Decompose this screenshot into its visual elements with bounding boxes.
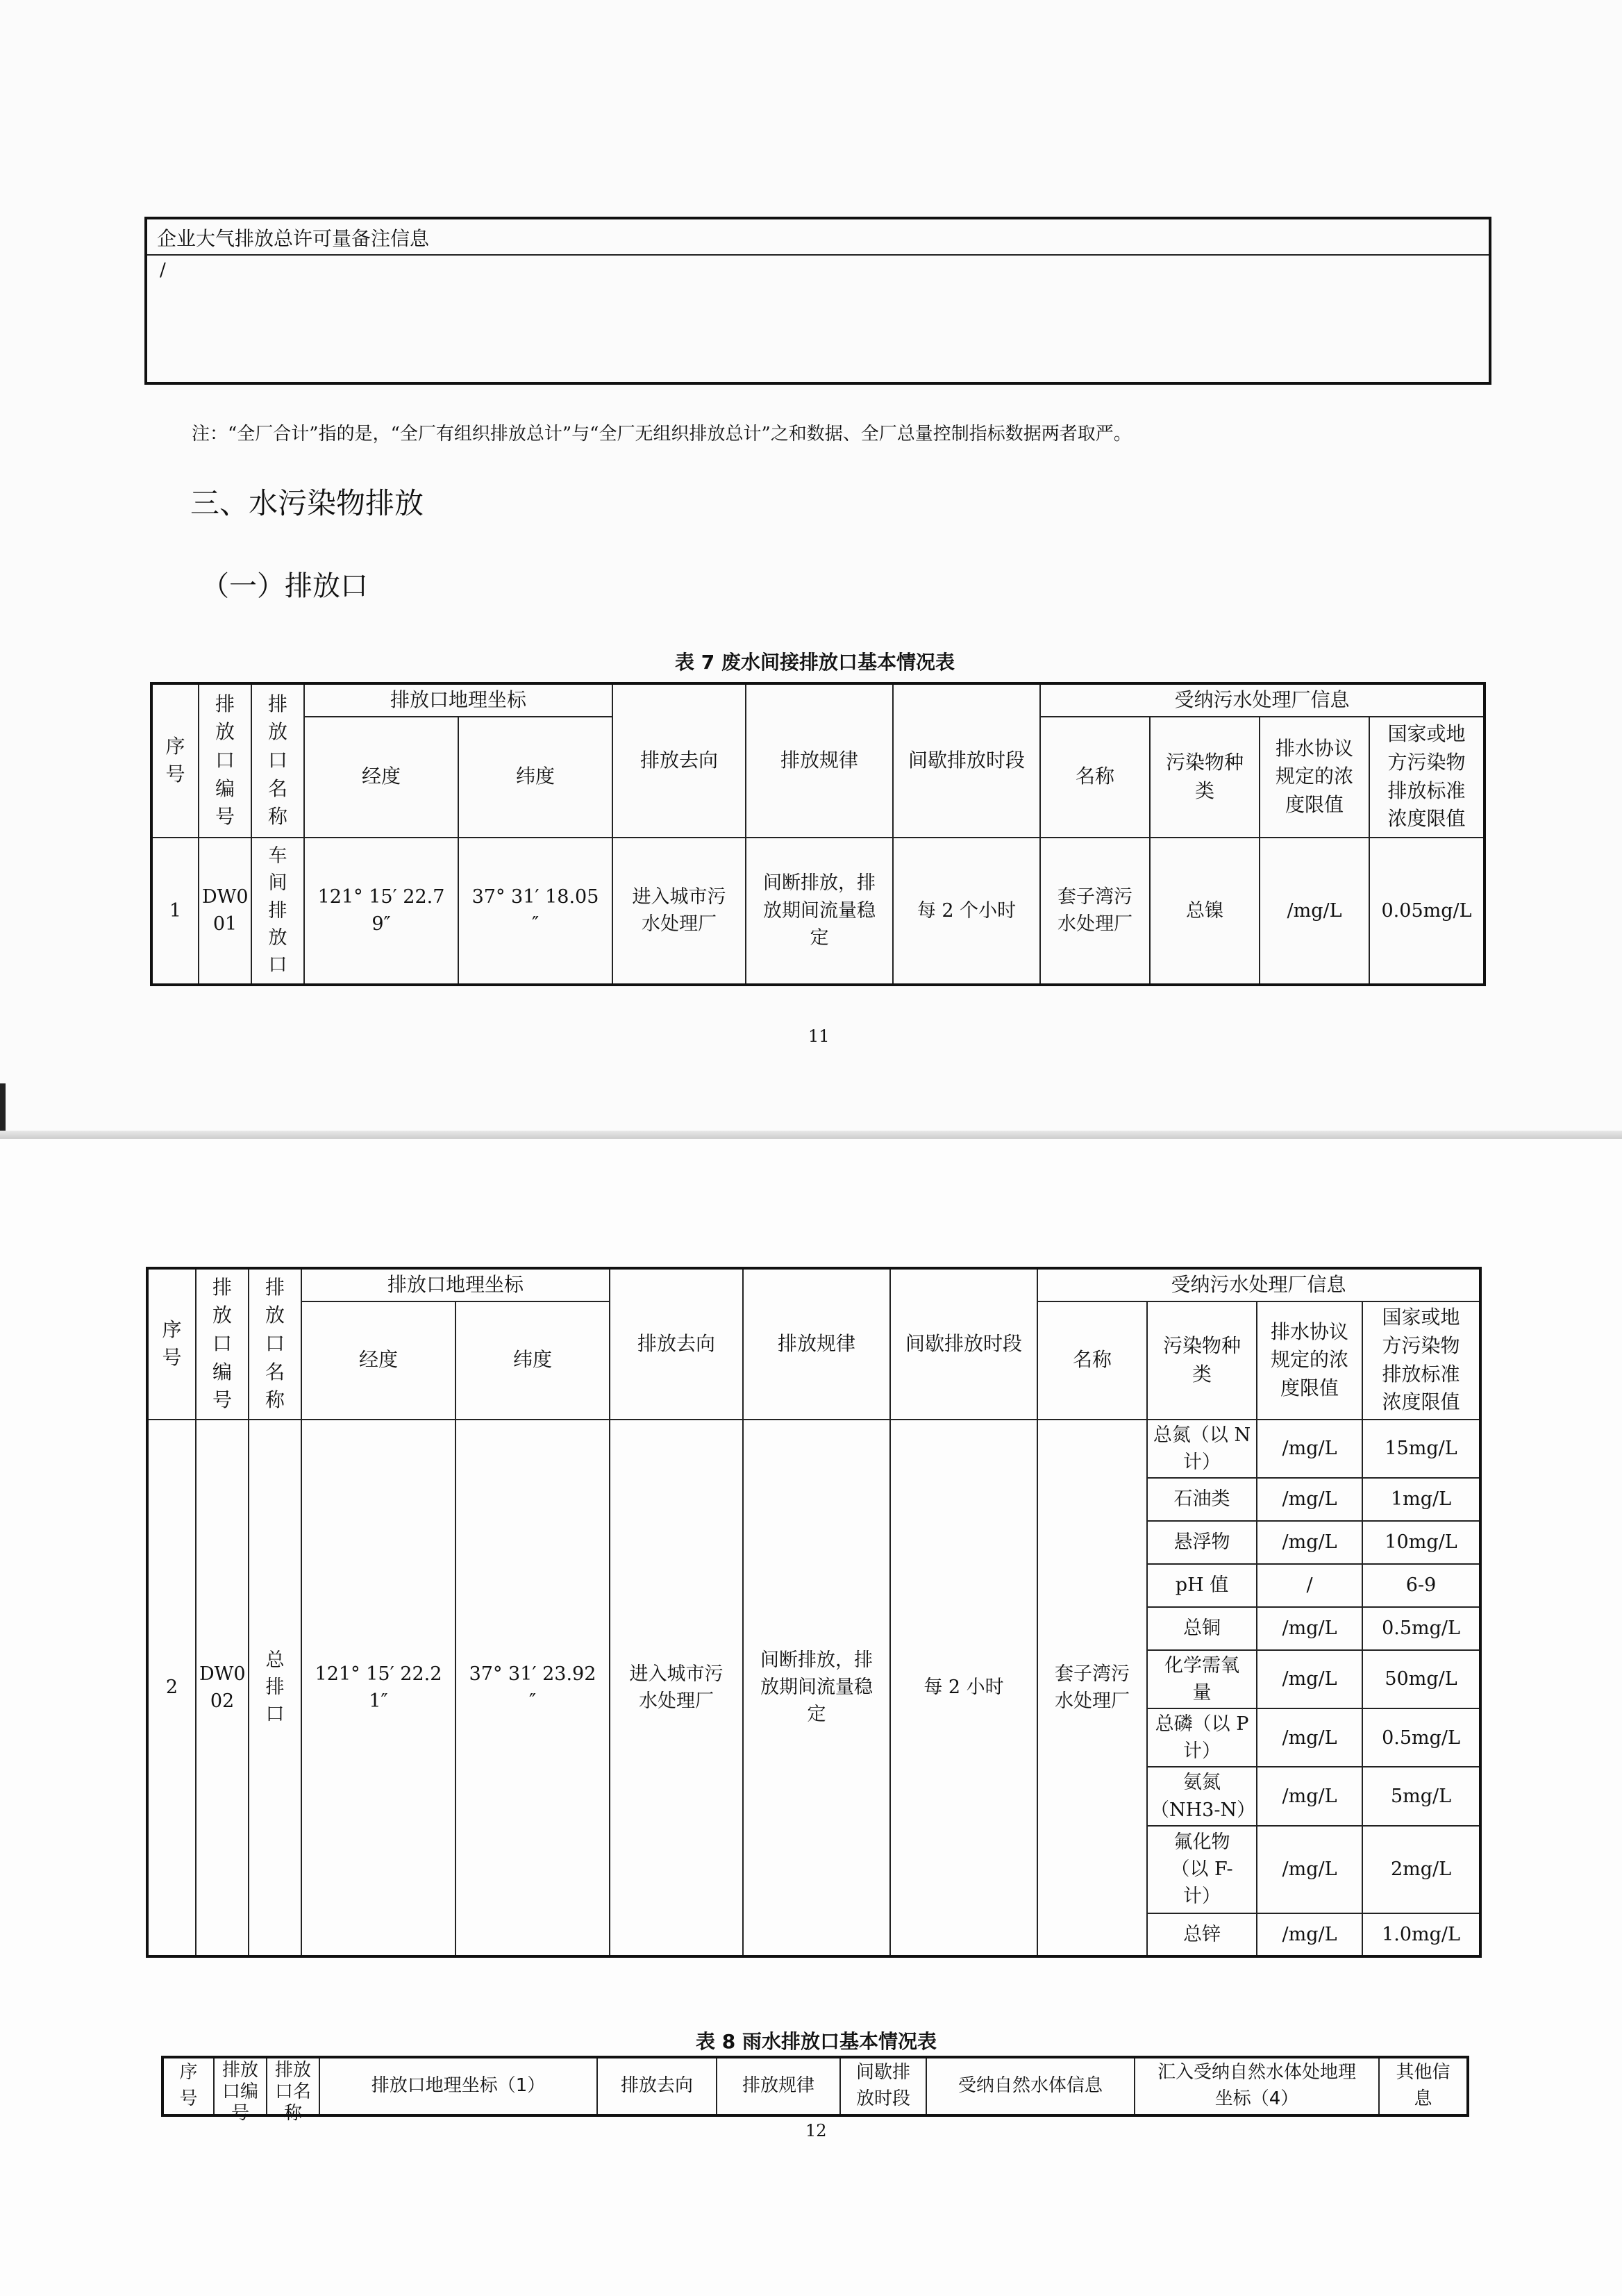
th-seq: 序 号: [151, 683, 199, 838]
cell-pollutant: 总磷（以 P 计）: [1147, 1708, 1257, 1767]
cell-plant-name: 套子湾污 水处理厂: [1040, 838, 1150, 985]
table8: [161, 2056, 1469, 2124]
remark-title: 企业大气排放总许可量备注信息: [147, 219, 1489, 256]
cell-lon: 121° 15′ 22.2 1″: [301, 1420, 455, 1956]
page-number: 11: [808, 1026, 830, 1046]
cell-agree-limit: /mg/L: [1257, 1826, 1362, 1913]
table8-caption: 表 8 雨水排放口基本情况表: [696, 2030, 937, 2053]
cell-pollutant: 悬浮物: [1147, 1521, 1257, 1564]
cell-intermit: 每 2 个小时: [893, 838, 1040, 985]
cell-pollutant: 总铜: [1147, 1607, 1257, 1650]
cell-agree-limit: /mg/L: [1260, 838, 1369, 985]
table7-caption: 表 7 废水间接排放口基本情况表: [675, 651, 955, 674]
th-geo: 排放口地理坐标: [301, 1268, 610, 1301]
cell-dest: 进入城市污 水处理厂: [610, 1420, 743, 1956]
cell-std-limit: 0.05mg/L: [1369, 838, 1485, 985]
th-seq: 序 号: [162, 2057, 214, 2115]
cell-std-limit: 5mg/L: [1362, 1767, 1480, 1825]
th-code: 排放 口编 号: [214, 2057, 267, 2115]
cell-std-limit: 10mg/L: [1362, 1521, 1480, 1564]
th-pollutant: 污染物种 类: [1150, 717, 1260, 838]
cell-lat: 37° 31′ 23.92 ″: [455, 1420, 610, 1956]
cell-agree-limit: /mg/L: [1257, 1521, 1362, 1564]
cell-agree-limit: /mg/L: [1257, 1420, 1362, 1478]
cell-agree-limit: /mg/L: [1257, 1607, 1362, 1650]
cell-dest: 进入城市污 水处理厂: [612, 838, 746, 985]
th-inflow-geo: 汇入受纳自然水体处地理 坐标（4）: [1135, 2057, 1379, 2115]
th-name: 排 放 口 名 称: [251, 683, 304, 838]
cell-pollutant: 总锌: [1147, 1913, 1257, 1956]
th-rule: 排放规律: [743, 1268, 890, 1420]
cell-rule: 间断排放，排 放期间流量稳 定: [746, 838, 893, 985]
cell-pollutant: 化学需氧 量: [1147, 1650, 1257, 1708]
th-geo: 排放口地理坐标: [304, 683, 612, 717]
th-other: 其他信 息: [1379, 2057, 1468, 2115]
th-dest: 排放去向: [610, 1268, 743, 1420]
th-dest: 排放去向: [597, 2057, 717, 2115]
th-pollutant: 污染物种 类: [1147, 1301, 1257, 1420]
cell-name: 车 间 排 放 口: [251, 838, 304, 985]
th-std-limit: 国家或地 方污染物 排放标准 浓度限值: [1369, 717, 1485, 838]
page-11: [0, 0, 1622, 1139]
cell-agree-limit: /mg/L: [1257, 1767, 1362, 1825]
th-agree-limit: 排水协议 规定的浓 度限值: [1260, 717, 1369, 838]
th-agree-limit: 排水协议 规定的浓 度限值: [1257, 1301, 1362, 1420]
th-plant-info: 受纳污水处理厂信息: [1037, 1268, 1480, 1301]
cell-seq: 2: [147, 1420, 196, 1956]
cell-intermit: 每 2 小时: [890, 1420, 1037, 1956]
cell-agree-limit: /mg/L: [1257, 1650, 1362, 1708]
th-rule: 排放规律: [717, 2057, 840, 2115]
th-dest: 排放去向: [612, 683, 746, 838]
cell-std-limit: 50mg/L: [1362, 1650, 1480, 1708]
th-lat: 纬度: [455, 1301, 610, 1420]
th-rule: 排放规律: [746, 683, 893, 838]
cell-std-limit: 15mg/L: [1362, 1420, 1480, 1478]
th-name: 排 放 口 名 称: [249, 1268, 301, 1420]
th-plant-info: 受纳污水处理厂信息: [1040, 683, 1485, 717]
th-lat: 纬度: [458, 717, 612, 838]
th-code: 排 放 口 编 号: [196, 1268, 249, 1420]
th-intermit: 间歇排放时段: [893, 683, 1040, 838]
cell-pollutant: 氨氮 （NH3-N）: [1147, 1767, 1257, 1825]
th-lon: 经度: [301, 1301, 455, 1420]
cell-code: DW0 02: [196, 1420, 249, 1956]
cell-std-limit: 1mg/L: [1362, 1478, 1480, 1521]
remark-value: /: [160, 260, 166, 281]
cell-agree-limit: /mg/L: [1257, 1708, 1362, 1767]
subsection-title: （一）排放口: [201, 570, 368, 602]
cell-std-limit: 6-9: [1362, 1564, 1480, 1607]
th-plant-name: 名称: [1037, 1301, 1147, 1420]
th-intermit: 间歇排放时段: [890, 1268, 1037, 1420]
cell-std-limit: 0.5mg/L: [1362, 1607, 1480, 1650]
page-number: 12: [805, 2121, 827, 2140]
th-lon: 经度: [304, 717, 458, 838]
cell-code: DW0 01: [199, 838, 251, 985]
th-seq: 序 号: [147, 1268, 196, 1420]
cell-std-limit: 2mg/L: [1362, 1826, 1480, 1913]
note-text: 注：“全厂合计”指的是，“全厂有组织排放总计”与“全厂无组织排放总计”之和数据、全厂总量控制指标数据两者取严。: [192, 424, 1132, 444]
cell-std-limit: 0.5mg/L: [1362, 1708, 1480, 1767]
th-std-limit: 国家或地 方污染物 排放标准 浓度限值: [1362, 1301, 1480, 1420]
cell-lon: 121° 15′ 22.7 9″: [304, 838, 458, 985]
cell-rule: 间断排放，排 放期间流量稳 定: [743, 1420, 890, 1956]
th-geo: 排放口地理坐标（1）: [319, 2057, 597, 2115]
cell-pollutant: 总镍: [1150, 838, 1260, 985]
cell-pollutant: 总氮（以 N 计）: [1147, 1420, 1257, 1478]
cell-pollutant: pH 值: [1147, 1564, 1257, 1607]
th-plant-name: 名称: [1040, 717, 1150, 838]
th-code: 排 放 口 编 号: [199, 683, 251, 838]
cell-name: 总 排 口: [249, 1420, 301, 1956]
th-name: 排放 口名 称: [267, 2057, 319, 2115]
table-row: [147, 1420, 1480, 1478]
remark-box: [144, 217, 1491, 385]
page-12: [0, 1139, 1622, 2296]
th-intermit: 间歇排 放时段: [840, 2057, 926, 2115]
th-water: 受纳自然水体信息: [926, 2057, 1135, 2115]
table-row: [151, 838, 1485, 985]
table7-continued: [146, 1267, 1482, 1958]
cell-lat: 37° 31′ 18.05 ″: [458, 838, 612, 985]
cell-agree-limit: /: [1257, 1564, 1362, 1607]
cell-pollutant: 石油类: [1147, 1478, 1257, 1521]
cell-pollutant: 氟化物 （以 F- 计）: [1147, 1826, 1257, 1913]
section-title: 三、水污染物排放: [190, 486, 424, 520]
table7: [150, 682, 1486, 986]
cell-agree-limit: /mg/L: [1257, 1913, 1362, 1956]
cell-seq: 1: [151, 838, 199, 985]
cell-plant-name: 套子湾污 水处理厂: [1037, 1420, 1147, 1956]
cell-std-limit: 1.0mg/L: [1362, 1913, 1480, 1956]
cell-agree-limit: /mg/L: [1257, 1478, 1362, 1521]
